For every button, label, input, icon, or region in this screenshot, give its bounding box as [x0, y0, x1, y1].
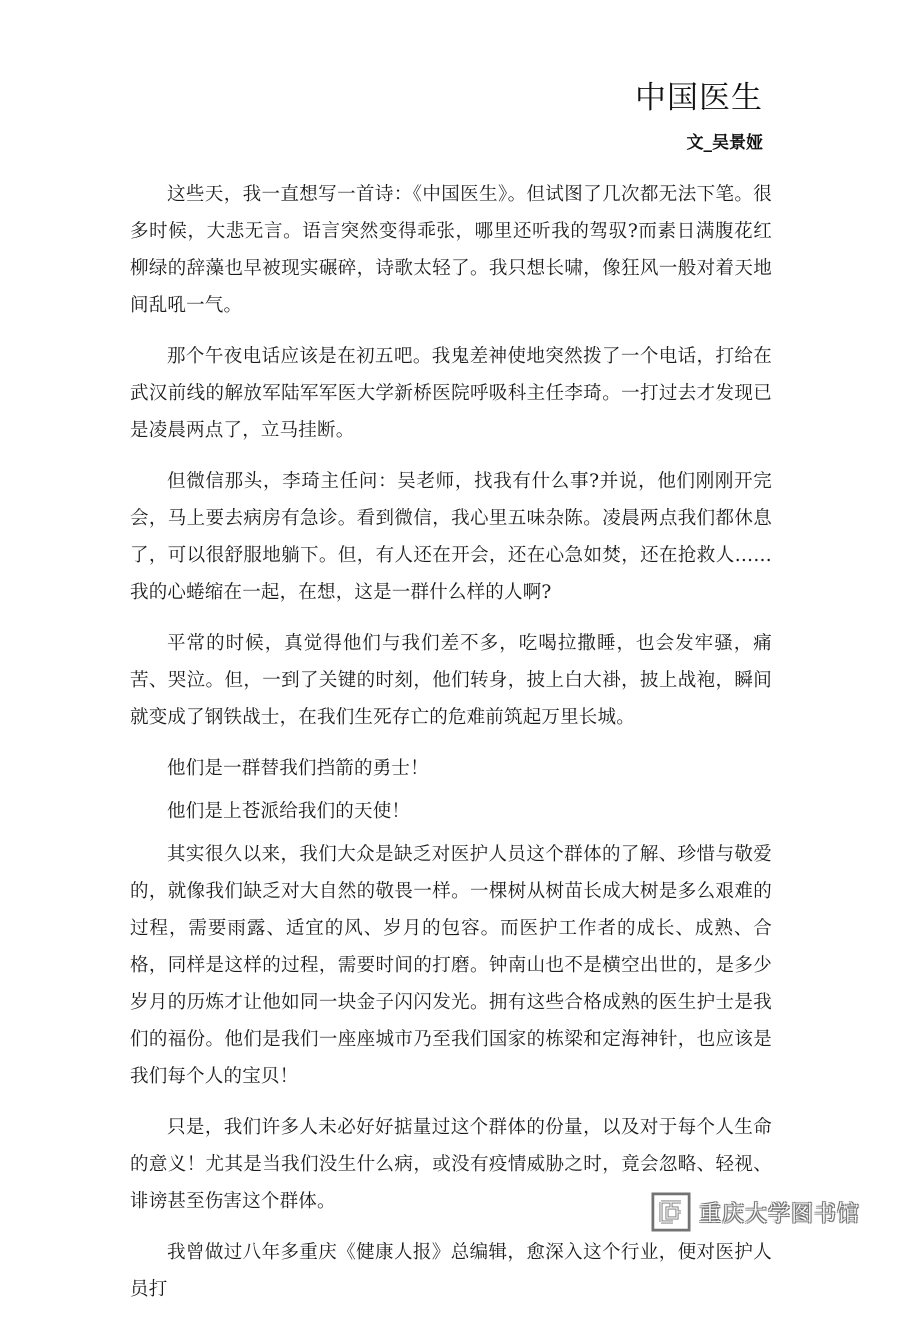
- paragraph: 那个午夜电话应该是在初五吧。我鬼差神使地突然拨了一个电话，打给在武汉前线的解放军陆军军医大学新桥医院呼吸科主任李琦。一打过去才发现已是凌晨两点了，立马挂断。: [130, 346, 772, 441]
- paragraph: 但微信那头，李琦主任问：吴老师，找我有什么事?并说，他们刚刚开完会，马上要去病房有急诊。看到微信，我心里五味杂陈。凌晨两点我们都休息了，可以很舒服地躺下。但，有人还在开会，还在心急如焚，还在抢救人……我的心蜷缩在一起，在想，这是一群什么样的人啊?: [130, 471, 772, 603]
- article-body: [130, 176, 772, 1322]
- paragraph: 其实很久以来，我们大众是缺乏对医护人员这个群体的了解、珍惜与敬爱的，就像我们缺乏对大自然的敬畏一样。一棵树从树苗长成大树是多么艰难的过程，需要雨露、适宜的风、岁月的包容。而医护工作者的成长、成熟、合格，同样是这样的过程，需要时间的打磨。钟南山也不是横空出世的，是多少岁月的历炼才让他如同一块金子闪闪发光。拥有这些合格成熟的医生护士是我们的福份。他们是我们一座座城市乃至我们国家的栋梁和定海神针，也应该是我们每个人的宝贝！: [130, 844, 772, 1087]
- library-logo-icon: [651, 1192, 691, 1232]
- author-byline: 文_吴景娅: [686, 133, 763, 153]
- library-watermark: [651, 1192, 860, 1232]
- watermark-text: 重庆大学图书馆: [698, 1201, 860, 1227]
- paragraph: 他们是一群替我们挡箭的勇士！: [167, 758, 429, 779]
- page-title: 中国医生: [635, 80, 763, 116]
- paragraph: 只是，我们许多人未必好好掂量过这个群体的份量，以及对于每个人生命的意义！尤其是当我们没生什么病，或没有疫情威胁之时，竟会忽略、轻视、诽谤甚至伤害这个群体。: [130, 1117, 772, 1212]
- paragraph: 平常的时候，真觉得他们与我们差不多，吃喝拉撒睡，也会发牢骚，痛苦、哭泣。但，一到了关键的时刻，他们转身，披上白大褂，披上战袍，瞬间就变成了钢铁战士，在我们生死存亡的危难前筑起万里长城。: [130, 633, 772, 728]
- paragraph: 这些天，我一直想写一首诗：《中国医生》。但试图了几次都无法下笔。很多时候，大悲无言。语言突然变得乖张，哪里还听我的驾驭?而素日满腹花红柳绿的辞藻也早被现实碾碎，诗歌太轻了。我只想长啸，像狂风一般对着天地间乱吼一气。: [130, 184, 772, 316]
- paragraph: 他们是上苍派给我们的天使！: [167, 801, 411, 822]
- paragraph: 我曾做过八年多重庆《健康人报》总编辑，愈深入这个行业，便对医护人员打: [130, 1242, 772, 1300]
